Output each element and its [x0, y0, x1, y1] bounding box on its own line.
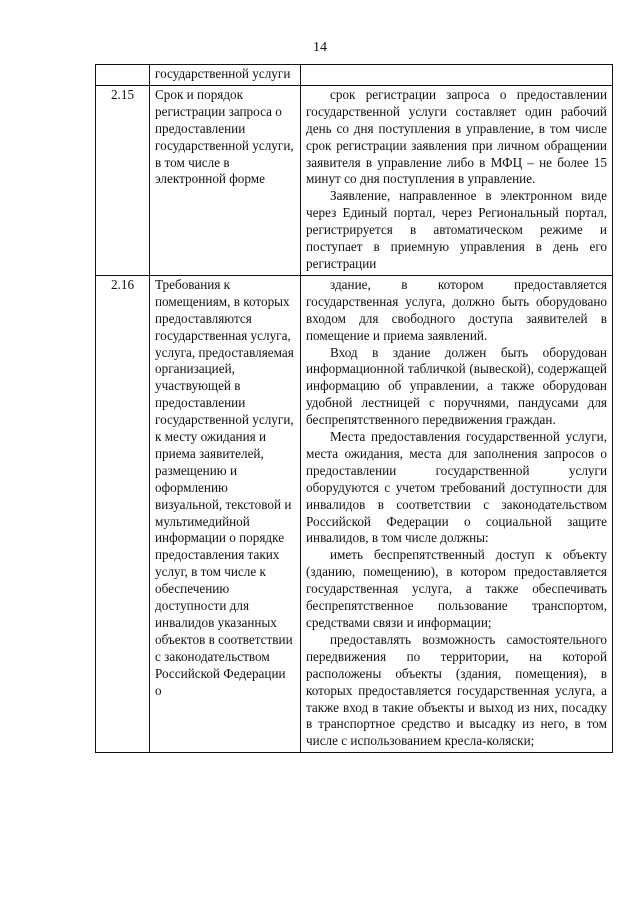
row-number: 2.16 — [96, 275, 150, 752]
description-paragraph: здание, в котором предоставляется государственная услуга, должно быть оборудовано входом для свободного доступа заявителей в помещение и приема заявлений. — [306, 276, 607, 343]
table-row — [96, 85, 613, 275]
description-paragraph: срок регистрации запроса о предоставлении государственной услуги составляет один рабочий день со дня поступления в управление, в том числе срок регистрации заявления при личном обращении заявителя в управление либо в МФЦ – не более 15 минут со дня поступления в управление. — [306, 86, 607, 187]
row-condition: государственной услуги — [150, 65, 301, 86]
row-description — [301, 275, 613, 752]
row-condition: Требования к помещениям, в которых предоставляются государственная услуга, услуга, предоставляемая организацией, участвующей в предоставлении государственной услуги, к месту ожидания и приема заявителей, размещению и оформлению визуальной, текстовой и мультимедийной информации о порядке предоставления таких услуг, в том числе к обеспечению доступности для инвалидов указанных объектов в соответствии с законодательством Российской Федерации о — [150, 275, 301, 752]
description-paragraph: иметь беспрепятственный доступ к объекту (зданию, помещению), в котором предоставляется государственная услуга, а также обеспечивать беспрепятственное пользование транспортом, средствами связи и информации; — [306, 547, 607, 630]
description-paragraph: предоставлять возможность самостоятельного передвижения по территории, на которой расположены объекты (здания, помещения), в которых предоставляется государственная услуга, а также вход в такие объекты и выход из них, посадку в транспортное средство и высадку из него, в том числе с использованием кресла-коляски; — [306, 631, 607, 749]
row-description — [301, 85, 613, 275]
table-row — [96, 275, 613, 752]
row-description — [301, 65, 613, 86]
requirements-table — [95, 64, 613, 753]
row-number: 2.15 — [96, 85, 150, 275]
row-number — [96, 65, 150, 86]
description-paragraph: Заявление, направленное в электронном виде через Единый портал, через Региональный портал, регистрируется в автоматическом режиме и поступает в приемную управления в день его регистрации — [306, 188, 607, 271]
row-condition: Срок и порядок регистрации запроса о предоставлении государственной услуги, в том числе в электронной форме — [150, 85, 301, 275]
description-paragraph: Места предоставления государственной услуги, места ожидания, места для заполнения запросов о предоставлении государственной услуги оборудуются с учетом требований доступности для инвалидов в соответствии с законодательством Российской Федерации о социальной защите инвалидов, в том числе должны: — [306, 429, 607, 546]
page-number: 14 — [313, 40, 327, 55]
description-paragraph: Вход в здание должен быть оборудован информационной табличкой (вывеской), содержащей информацию об управлении, а также оборудован удобной лестницей с поручнями, пандусами для беспрепятственного передвижения граждан. — [306, 344, 607, 428]
table-row — [96, 65, 613, 86]
